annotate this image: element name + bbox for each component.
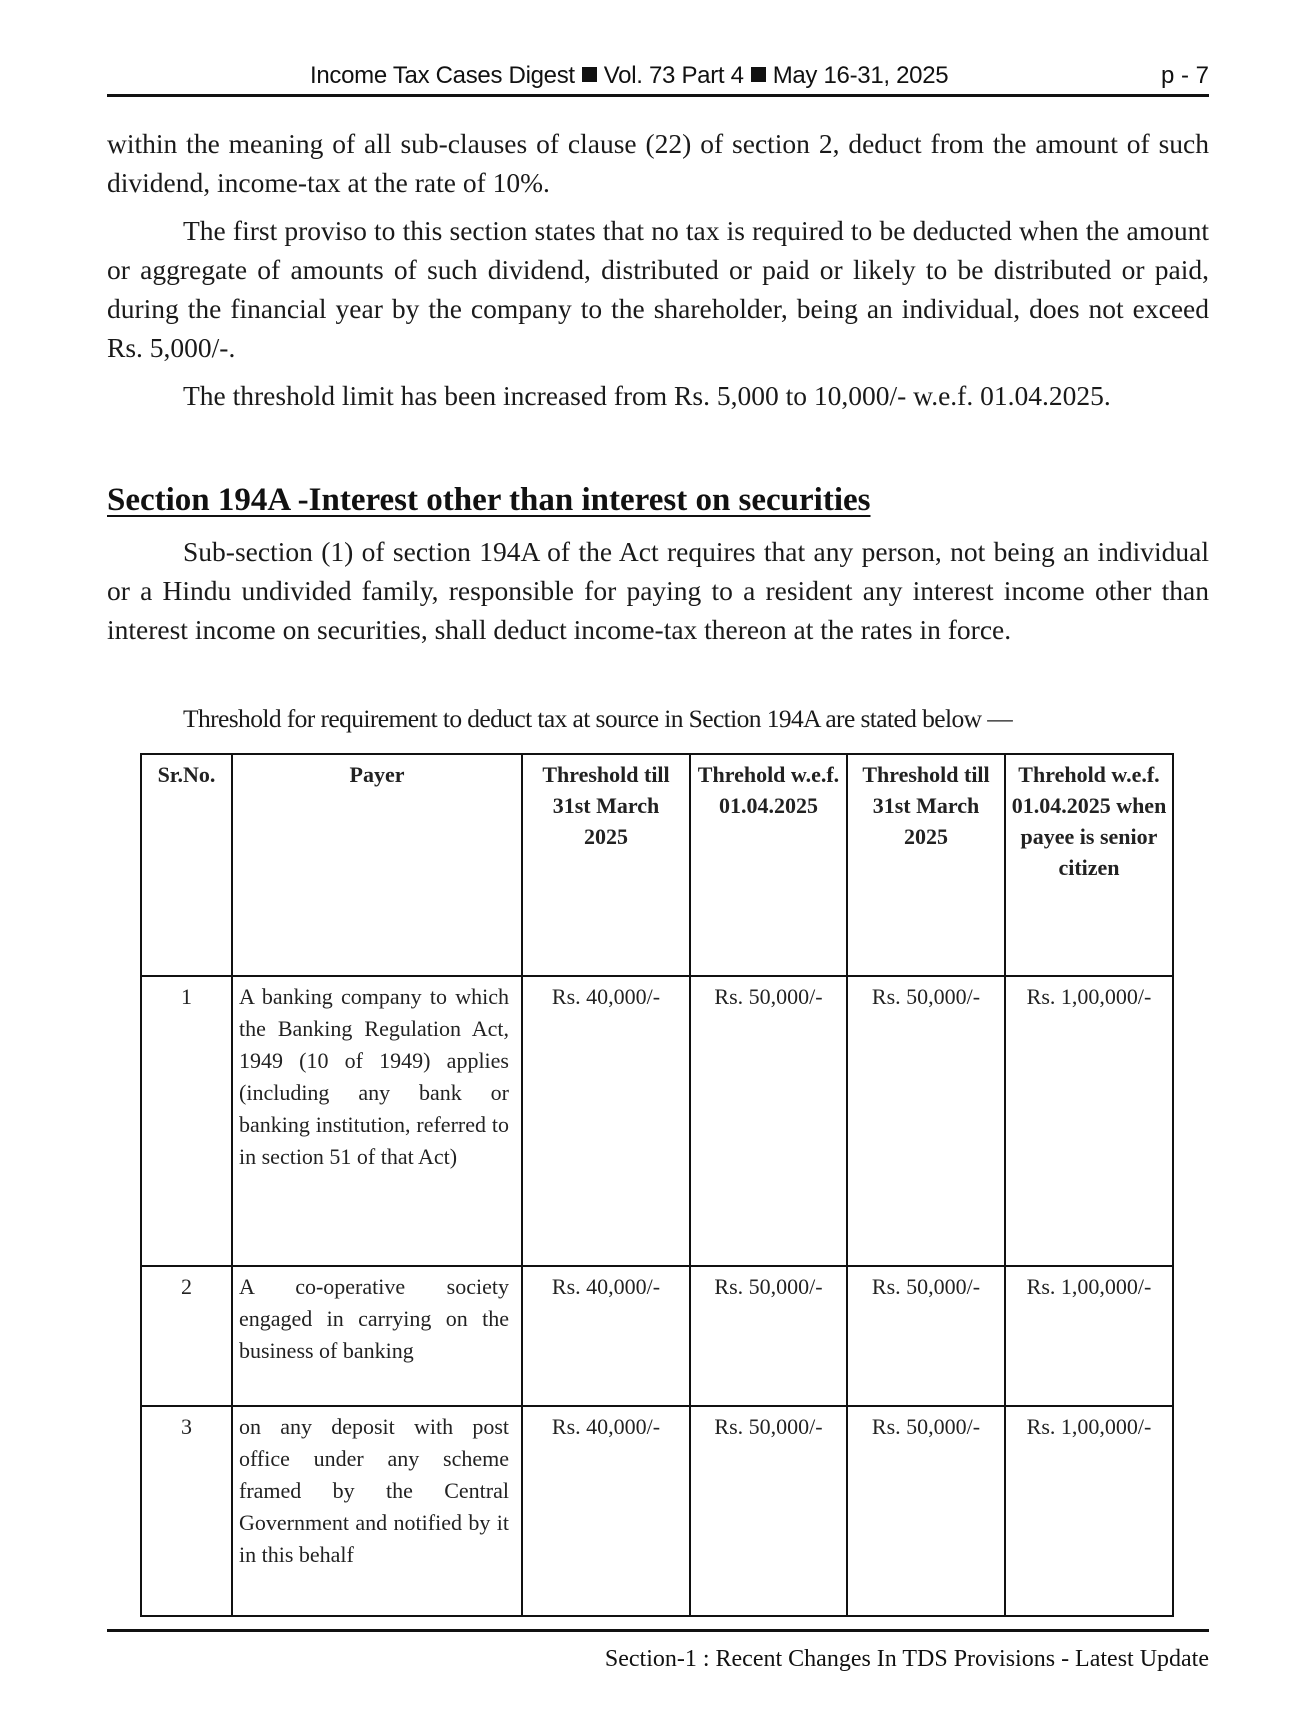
threshold-table [140, 753, 1174, 1617]
body-text-top [107, 124, 1209, 415]
cell-payer: A banking company to which the Banking Regulation Act, 1949 (10 of 1949) applies (including any bank or banking institution, referred to in section 51 of that Act) [232, 976, 522, 1266]
cell-threshold-till-2025-b: Rs. 50,000/- [847, 976, 1005, 1266]
cell-sr-no: 3 [141, 1406, 232, 1616]
cell-sr-no: 2 [141, 1266, 232, 1406]
header-threshold-till-2025-b: Threshold till 31st March 2025 [847, 754, 1005, 976]
cell-threshold-till-2025-b: Rs. 50,000/- [847, 1406, 1005, 1616]
table-row [141, 976, 1173, 1266]
header-sr-no: Sr.No. [141, 754, 232, 976]
table-row [141, 1406, 1173, 1616]
cell-threshold-senior: Rs. 1,00,000/- [1005, 1406, 1173, 1616]
header-title [310, 62, 948, 90]
cell-payer: on any deposit with post office under any scheme framed by the Central Government and notified by it in this behalf [232, 1406, 522, 1616]
cell-threshold-senior: Rs. 1,00,000/- [1005, 976, 1173, 1266]
cell-threshold-till-2025-b: Rs. 50,000/- [847, 1266, 1005, 1406]
page-number: p - 7 [1160, 62, 1209, 89]
black-square-icon [582, 67, 597, 82]
header-threshold-senior-citizen: Threhold w.e.f. 01.04.2025 when payee is senior citizen [1005, 754, 1173, 976]
table-row [141, 1266, 1173, 1406]
cell-threshold-wef-2025: Rs. 50,000/- [690, 1406, 847, 1616]
header-payer: Payer [232, 754, 522, 976]
section-body [107, 532, 1209, 649]
cell-sr-no: 1 [141, 976, 232, 1266]
running-footer: Section-1 : Recent Changes In TDS Provisions - Latest Update [604, 1646, 1209, 1672]
cell-threshold-wef-2025: Rs. 50,000/- [690, 1266, 847, 1406]
cell-threshold-senior: Rs. 1,00,000/- [1005, 1266, 1173, 1406]
volume-label: Vol. 73 Part 4 [603, 62, 744, 89]
publication-name: Income Tax Cases Digest [310, 62, 575, 89]
running-header [107, 62, 1209, 97]
table-header-row [141, 754, 1173, 976]
header-threshold-till-2025: Threshold till 31st March 2025 [522, 754, 690, 976]
paragraph-continuation: within the meaning of all sub-clauses of clause (22) of section 2, deduct from the amount of such dividend, income-tax at the rate of 10%. [107, 128, 1209, 198]
paragraph-section-194a: Sub-section (1) of section 194A of the Act requires that any person, not being an individual or a Hindu undivided family, responsible for paying to a resident any interest income other than interest income on securities, shall deduct income-tax thereon at the rates in force. [107, 536, 1209, 645]
cell-threshold-till-2025: Rs. 40,000/- [522, 1266, 690, 1406]
paragraph-first-proviso: The first proviso to this section states that no tax is required to be deducted when the amount or aggregate of amounts of such dividend, distributed or paid or likely to be distributed or paid, during the financial year by the company to the shareholder, being an individual, does not exceed Rs. 5,000/-. [107, 215, 1209, 363]
paragraph-threshold-increase: The threshold limit has been increased from Rs. 5,000 to 10,000/- w.e.f. 01.04.2025. [183, 380, 1111, 411]
black-square-icon [751, 67, 766, 82]
cell-threshold-till-2025: Rs. 40,000/- [522, 1406, 690, 1616]
cell-threshold-wef-2025: Rs. 50,000/- [690, 976, 847, 1266]
header-threshold-wef-2025: Threhold w.e.f. 01.04.2025 [690, 754, 847, 976]
table-intro: Threshold for requirement to deduct tax at source in Section 194A are stated below — [183, 704, 1013, 733]
section-heading: Section 194A -Interest other than interest on securities [107, 482, 871, 518]
issue-date: May 16-31, 2025 [772, 62, 949, 89]
cell-threshold-till-2025: Rs. 40,000/- [522, 976, 690, 1266]
footer-rule [107, 1629, 1209, 1632]
cell-payer: A co-operative society engaged in carrying on the business of banking [232, 1266, 522, 1406]
